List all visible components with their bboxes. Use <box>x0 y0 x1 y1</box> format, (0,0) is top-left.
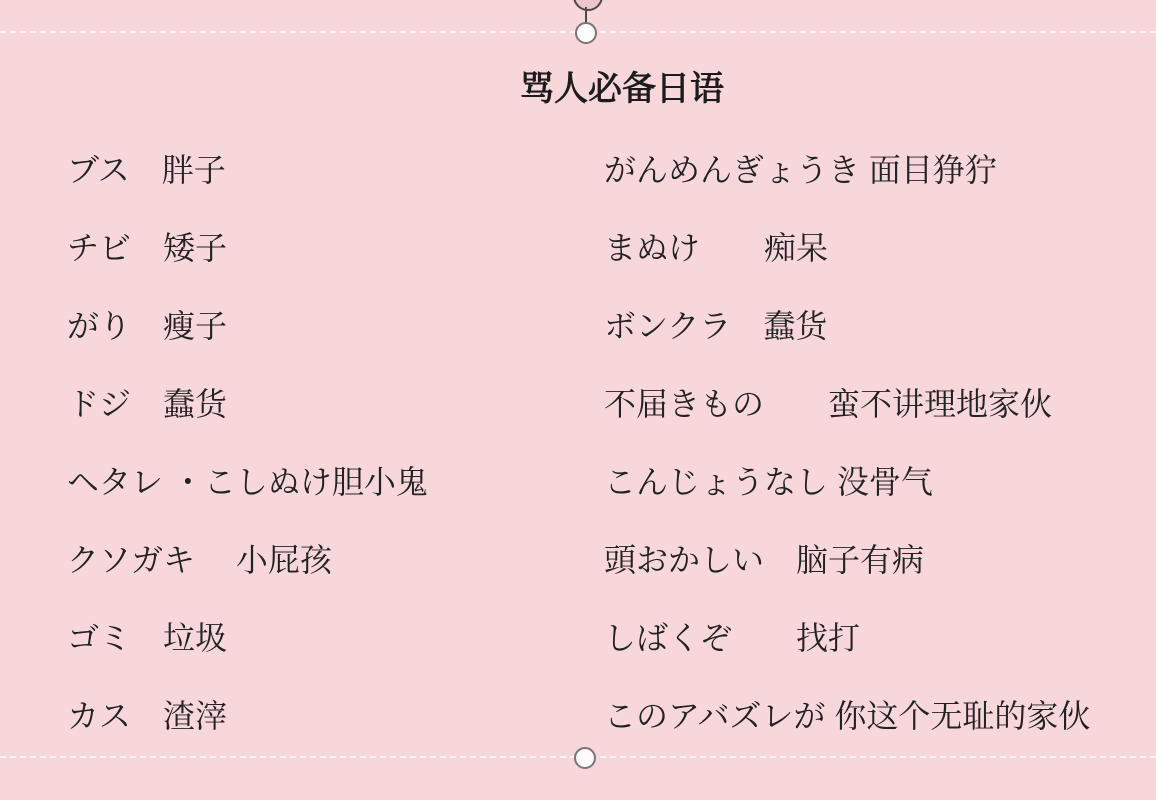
vocab-row-right-3: ボンクラ 蠢货 <box>604 308 828 344</box>
vocab-row-left-2: チビ 矮子 <box>67 230 228 266</box>
vocab-row-left-5: ヘタレ ・こしぬけ胆小鬼 <box>67 464 428 500</box>
vocab-row-right-2: まぬけ 痴呆 <box>604 230 829 266</box>
rotate-handle-stem <box>585 7 587 23</box>
vocab-row-left-6: クソガキ 小屁孩 <box>67 542 332 578</box>
vocab-row-right-7: しばくぞ 找打 <box>604 620 861 656</box>
slide-title: 骂人必备日语 <box>520 70 724 108</box>
resize-handle-bottom[interactable] <box>574 747 596 769</box>
vocab-row-left-1: ブス 胖子 <box>67 152 226 188</box>
vocab-row-right-6: 頭おかしい 脑子有病 <box>604 542 925 578</box>
vocab-row-left-7: ゴミ 垃圾 <box>67 620 228 656</box>
vocab-row-right-5: こんじょうなし 没骨气 <box>604 464 933 500</box>
vocab-row-right-8: このアバズレが 你这个无耻的家伙 <box>604 698 1091 734</box>
vocab-row-right-4: 不届きもの 蛮不讲理地家伙 <box>604 386 1053 422</box>
vocab-row-left-8: カス 渣滓 <box>67 698 228 734</box>
vocab-row-right-1: がんめんぎょうき 面目狰狞 <box>604 152 997 188</box>
vocab-row-left-4: ドジ 蠢货 <box>67 386 228 422</box>
resize-handle-top[interactable] <box>575 22 597 44</box>
rotate-handle-icon[interactable] <box>573 0 603 11</box>
vocab-row-left-3: がり 瘦子 <box>67 308 228 344</box>
